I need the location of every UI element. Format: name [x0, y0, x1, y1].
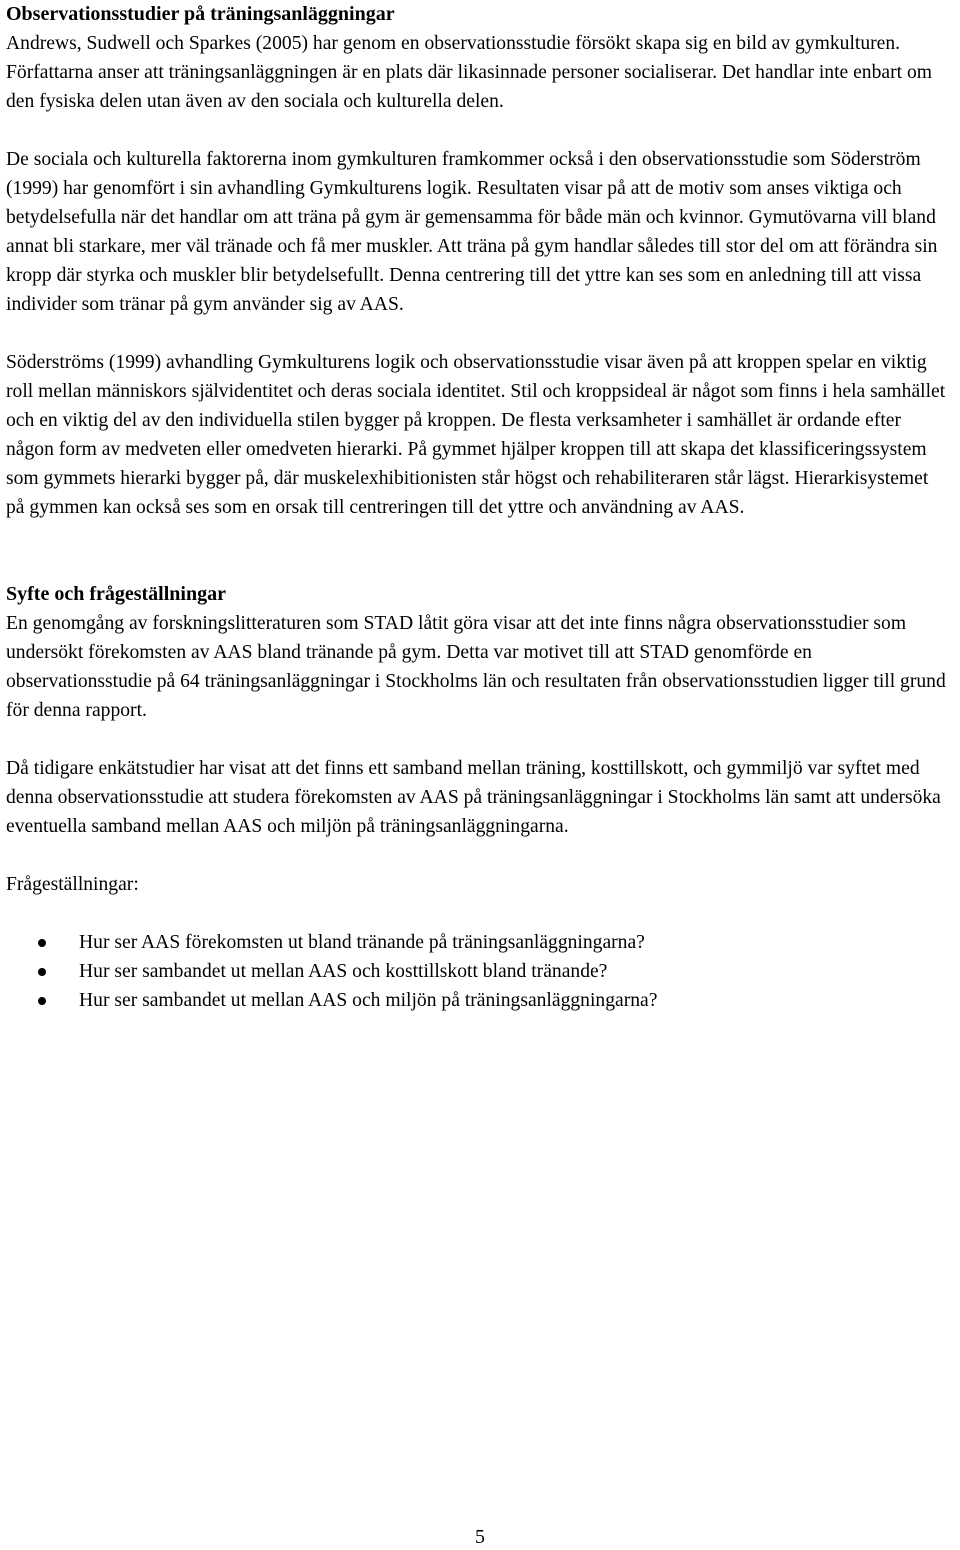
question-text: Hur ser sambandet ut mellan AAS och miljön på träningsanläggningarna?: [79, 990, 658, 1011]
question-list: [6, 928, 950, 1015]
paragraph: Andrews, Sudwell och Sparkes (2005) har genom en observationsstudie försökt skapa sig en bild av gymkulturen. Författarna anser att träningsanläggningen är en plats där likasinnade personer socialiserar. Det handlar inte enbart om den fysiska delen utan även av den sociala och kulturella delen.: [6, 33, 933, 112]
paragraph: Då tidigare enkätstudier har visat att det finns ett samband mellan träning, kosttillskott, och gymmiljö var syftet med denna observationsstudie att studera förekomsten av AAS på träningsanläggningar i Stockholms län samt att undersöka eventuella samband mellan AAS och miljön på träningsanläggningarna.: [6, 758, 941, 837]
list-item: [6, 957, 950, 986]
section-title-syfte: Syfte och frågeställningar: [6, 583, 226, 605]
section-title-observationsstudier: Observationsstudier på träningsanläggningar: [6, 3, 395, 25]
document-page: [6, 0, 950, 1015]
questions-label: Frågeställningar:: [6, 874, 139, 895]
bullet-icon: [38, 997, 46, 1005]
question-text: Hur ser sambandet ut mellan AAS och kosttillskott bland tränande?: [79, 961, 608, 982]
page-number: 5: [475, 1526, 485, 1548]
bullet-icon: [38, 968, 46, 976]
paragraph: Söderströms (1999) avhandling Gymkulturens logik och observationsstudie visar även på att kroppen spelar en viktig roll mellan människors självidentitet och deras sociala identitet. Stil och kroppsideal är något som finns i hela samhället och en viktig del av den individuella stilen bygger på kroppen. De flesta verksamheter i samhället är ordande efter någon form av medveten eller omedveten hierarki. På gymmet hjälper kroppen till att skapa det klassificeringssystem som gymmets hierarki bygger på, där muskelexhibitionisten står högst och rehabiliteraren står lägst. Hierarkisystemet på gymmen kan också ses som en orsak till centreringen till det yttre och användning av AAS.: [6, 352, 946, 518]
paragraph: En genomgång av forskningslitteraturen som STAD låtit göra visar att det inte finns några observationsstudier som undersökt förekomsten av AAS bland tränande på gym. Detta var motivet till att STAD genomförde en observationsstudie på 64 träningsanläggningar i Stockholms län och resultaten från observationsstudien ligger till grund för denna rapport.: [6, 613, 946, 721]
list-item: [6, 928, 950, 957]
question-text: Hur ser AAS förekomsten ut bland tränande på träningsanläggningarna?: [79, 932, 645, 953]
list-item: [6, 986, 950, 1015]
paragraph: De sociala och kulturella faktorerna inom gymkulturen framkommer också i den observationsstudie som Söderström (1999) har genomfört i sin avhandling Gymkulturens logik. Resultaten visar på att de motiv som anses viktiga och betydelsefulla när det handlar om att träna på gym är gemensamma för både män och kvinnor. Gymutövarna vill bland annat bli starkare, mer väl tränade och få mer muskler. Att träna på gym handlar således till stor del om att förändra sin kropp där styrka och muskler blir betydelsefullt. Denna centrering till det yttre kan ses som en anledning till att vissa individer som tränar på gym använder sig av AAS.: [6, 149, 938, 315]
bullet-icon: [38, 939, 46, 947]
